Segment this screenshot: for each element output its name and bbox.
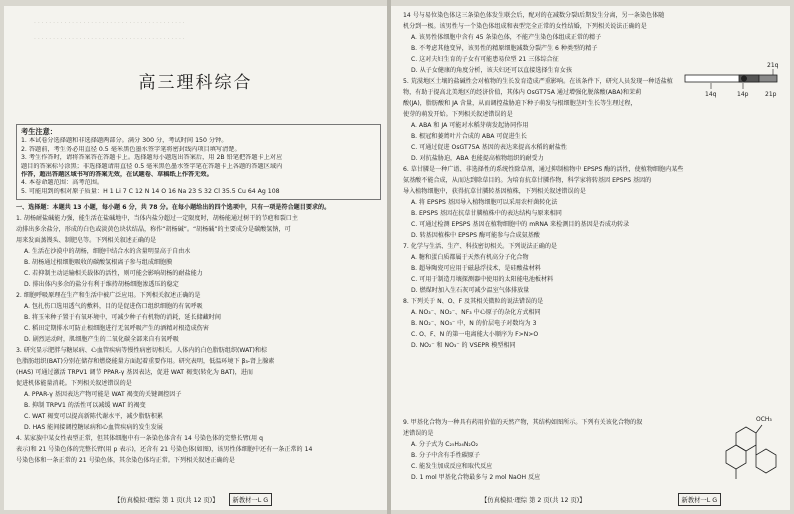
question-line: 1. 胡杨耐盐碱能力强，能生活在盐碱地中，当体内盐分超过一定限度时，胡杨能通过树干的节疤和裂口主: [16, 215, 298, 222]
answer-option: D. NO₂⁻ 和 NO₃⁻ 的 VSEPR 模型相同: [411, 342, 516, 349]
notice-line: 3. 考生作答时，请将答案答在答题卡上。选择题每小题选出答案后，用 2B 铅笔把答题卡上对应: [21, 154, 283, 162]
answer-option: A. PPAR-γ 基因表达产物可能是 WAT 褐变的关键调控因子: [24, 391, 182, 398]
question-line: 酸(JA)，脂肪酸和 JA 含量，从而调控盐胁迫下种子萌发与根细胞茎叶生长等生理过程，: [403, 100, 637, 107]
edition-badge: 新教材一L G: [678, 493, 722, 506]
answer-option: C. O、F、N 的第一电离能大小顺序为 F>N>O: [411, 331, 539, 338]
molecule-structure: [716, 413, 784, 485]
bleed-through-text: · · · · · · · · · · · · · · · · · · · · · · · · · · · · · · · · · · · · · · · ·: [34, 36, 185, 43]
answer-option: A. 将 EPSPS 基因导入植物细胞可以采用农杆菌转化法: [411, 199, 558, 206]
question-line: 导入植物细胞中，获得抗草甘膦转基因植株，下列相关叙述错误的是: [403, 188, 586, 195]
answer-option: C. 这对夫妇生育的子女有可能患易位型 21 三体综合征: [411, 56, 559, 63]
answer-option: B. NO₂⁻、NO₃⁻ 中，N 的价层电子对数均为 3: [411, 320, 537, 327]
answer-option: A. NO₃⁻、NO₂⁻、NF₃ 中心原子的杂化方式相同: [411, 309, 541, 316]
figure-label: 14q: [705, 91, 717, 98]
answer-option: B. 将玉米种子置于有氧环境中，可减少种子有机物的消耗，延长储藏时间: [24, 314, 221, 321]
answer-option: B. 抑制 TRPV1 的活性可以减缓 WAT 的褐变: [24, 402, 146, 409]
answer-option: B. 胡杨通过根细胞吸收的碳酸氢根离子参与组成细胞膜: [24, 259, 173, 266]
bleed-through-text: · · · · · · · · · · · · · · · · · · · · · · · · · · · · · · · · · · · · · · · ·: [34, 20, 185, 27]
footer-text: 【仿真模拟·理综 第 1 页(共 12 页)】: [114, 497, 219, 504]
page-footer: [114, 493, 272, 506]
question-body-left: [16, 202, 378, 466]
notice-line: 作答，超出答题区域书写的答案无效，在试题卷、草稿纸上作答无效。: [21, 171, 213, 179]
left-page: [4, 6, 387, 510]
answer-option: D. 剧烈运动时，肌细胞产生的二氧化碳全部来自有氧呼吸: [24, 336, 179, 343]
right-page: [391, 6, 790, 510]
answer-option: B. 根冠和萎蔫叶片合成的 ABA 可促进生长: [411, 133, 527, 140]
answer-option: D. 排出体内多余的盐分有利于维持胡杨细胞渗透压的稳定: [24, 281, 179, 288]
answer-option: B. 不考虑其他变异，该男性的精原细胞减数分裂产生 6 种类型的精子: [411, 45, 598, 52]
question-line: 述错误的是: [403, 430, 434, 437]
answer-option: C. 若抑制主动运输相关载体的活性，则可能会影响胡杨的耐盐能力: [24, 270, 203, 277]
notice-line: 2. 答题前，考生务必用直径 0.5 毫米黑色墨水签字笔将密封线内项目填写清楚。: [21, 145, 241, 153]
question-line: 2. 细胞呼吸原理在生产和生活中被广泛应用。下列相关叙述正确的是: [16, 292, 201, 299]
notice-line: 1. 本试卷分选择题和非选择题两部分。满分 300 分，考试时间 150 分钟。: [21, 137, 228, 145]
question-line: 7. 化学与生活、生产、科技密切相关。下列说法正确的是: [403, 243, 558, 250]
answer-option: B. EPSPS 基因在抗草甘膦植株中的表达结构与原来相同: [411, 210, 562, 217]
question-line: 机分到一极。该男性与一个染色体组成和表型完全正常的女性结婚，下列相关说法正确的是: [403, 23, 647, 30]
figure-label: 14p: [737, 91, 749, 98]
answer-option: C. 稻田定期排水可防止根细胞进行无氧呼吸产生的酒精对根造成伤害: [24, 325, 209, 332]
answer-option: D. 转基因植株中 EPSPS 酶可能参与合成氨基酸: [411, 232, 540, 239]
notice-header: 考生注意：: [21, 127, 57, 136]
answer-option: A. 生活在沙漠中的胡杨，细胞中结合水的含量明显高于自由水: [24, 248, 191, 255]
figure-label: 21q: [767, 62, 779, 69]
question-line: 表示)和 21 号染色体的完整长臂(用 p 表示)，还含有 21 号染色体(如图)，该男性体细胞中还有一条正常的 14: [16, 446, 313, 453]
exam-notice-box: [16, 124, 381, 200]
question-line: 14 号与易位染色体这三条染色体发生联会后，配对的在减数分裂Ⅰ后期发生分离，另一条染色体随: [403, 12, 665, 19]
section-heading: 一、选择题：本题共 13 小题，每小题 6 分，共 78 分。在每小题给出的四个选项中，只有一项是符合题目要求的。: [16, 204, 331, 211]
answer-option: D. 对抗盐胁迫，ABA 也能提高植物组织的耐受力: [411, 155, 544, 162]
answer-option: A. 该男性体细胞中含有 45 条染色体，不能产生染色体组成正常的精子: [411, 34, 602, 41]
answer-option: C. 可通过检测 EPSPS 基因在植物细胞中的 mRNA 来检测目的基因是否成功转录: [411, 221, 630, 228]
notice-line: 题目的答案标号涂黑；非选择题请用直径 0.5 毫米黑色墨水签字笔在答题卡上各题的答题区域内: [21, 162, 283, 170]
answer-option: B. 分子中含有手性碳原子: [411, 452, 480, 459]
answer-option: C. WAT 褐变可以提高新陈代谢水平，减少脂肪积累: [24, 413, 163, 420]
footer-text: 【仿真模拟·理综 第 2 页(共 12 页)】: [481, 497, 586, 504]
question-line: (HAS) 可通过激活 TRPV1 调节 PPAR-γ 基因表达，促进 WAT 褐变(转化为 BAT)，进而: [16, 369, 253, 376]
figure-label: 21p: [765, 91, 777, 98]
notice-line: 4. 本卷命题范围：高考范围。: [21, 179, 104, 187]
answer-option: B. 超导陶瓷可应用于磁悬浮技术，是硅酸盐材料: [411, 265, 541, 272]
answer-option: C. 可用于制造月壤探测器中使用的太阳能电池板材料: [411, 276, 554, 283]
question-line: 6. 草甘膦是一种广谱、非选择性的系统性除草剂，通过抑制植物中 EPSPS 酶的活性，使植物细胞内某些: [403, 166, 684, 173]
question-body-right-bottom: [403, 417, 713, 483]
question-line: 用来发面蒸馒头、制肥皂等。下列相关叙述正确的是: [16, 237, 157, 244]
edition-badge: 新教材一L G: [229, 493, 273, 506]
question-line: 8. 下列关于 N、O、F 及其相关微粒的说法错误的是: [403, 298, 544, 305]
answer-option: D. 1 mol 甲基化合物最多与 2 mol NaOH 反应: [411, 474, 541, 481]
question-line: 促进机体能量消耗。下列相关叙述错误的是: [16, 380, 132, 387]
molecule-label: OCH₃: [756, 416, 772, 423]
answer-option: A. 糖和蛋白质都属于天然有机高分子化合物: [411, 254, 529, 261]
question-line: 4. 某家族中某女性表型正常，但其体细胞中有一条染色体含有 14 号染色体的完整长臂(用 q: [16, 435, 263, 442]
question-line: 号染色体和一条正常的 21 号染色体，其余染色体均正常。下列相关叙述正确的是: [16, 457, 235, 464]
answer-option: A. ABA 和 JA 可能对水稻芽萌发起协同作用: [411, 122, 529, 129]
answer-option: C. 可通过促进 OsGT75A 基因的表达来提高水稻的耐盐性: [411, 144, 567, 151]
answer-option: D. 燃煤时加入生石灰可减少温室气体排放量: [411, 287, 530, 294]
page-footer: [481, 493, 721, 506]
question-line: 物，有助于提高北美地区的经济价值，其体内 OsGT75A 通过增强化脱落酸(ABA)和茉莉: [403, 89, 642, 96]
answer-option: A. 包扎伤口选用透气的敷料，目的是促进伤口组织细胞的有氧呼吸: [24, 303, 203, 310]
answer-option: D. 从子女健康的角度分析，该夫妇还可以直接选择生育女孩: [411, 67, 572, 74]
question-line: 9. 甲基化合物为一种具有药用价值的天然产物，其结构如图所示。下列有关该化合物的叙: [403, 419, 643, 426]
answer-option: D. HAS 能间接调控糖尿病和心血管疾病的发生发展: [24, 424, 163, 431]
question-line: 5. 荒漠地区土壤的盐碱性会对植物的生长发育造成严重影响。在该条件下，研究人员发现一种适盐植: [403, 78, 673, 85]
question-line: 3. 研究显示肥胖与糖尿病、心血管疾病等慢性病密切相关。人体内的白色脂肪组织(WAT)和棕: [16, 347, 268, 354]
question-line: 色脂肪组织(BAT)分别在储存和燃烧能量方面起着重要作用。研究表明，低温环境下 β₃-肾上腺素: [16, 358, 275, 365]
question-line: 动排出多余盐分，形成的白色或淡黄色块状结晶，称作“胡杨碱”。“胡杨碱”的主要成分是碳酸氢钠，可: [16, 226, 291, 233]
question-line: 使芽的萌发开始。下列相关叙述错误的是: [403, 111, 513, 118]
notice-line: 5. 可能用到的相对原子质量：H 1 Li 7 C 12 N 14 O 16 Na 23 S 32 Cl 35.5 Cu 64 Ag 108: [21, 187, 280, 195]
page-title: 高三理科综合: [138, 73, 253, 93]
question-line: 氨基酸不能合成，从而达到除草目的。为培育抗草甘膦作物，科学家将转基因 EPSPS 基因的: [403, 177, 652, 184]
question-body-right-top: [403, 10, 683, 76]
question-body-right: [403, 76, 785, 351]
answer-option: C. 能发生加成反应和取代反应: [411, 463, 493, 470]
answer-option: A. 分子式为 C₂₅H₂₄N₂O₂: [411, 441, 479, 448]
